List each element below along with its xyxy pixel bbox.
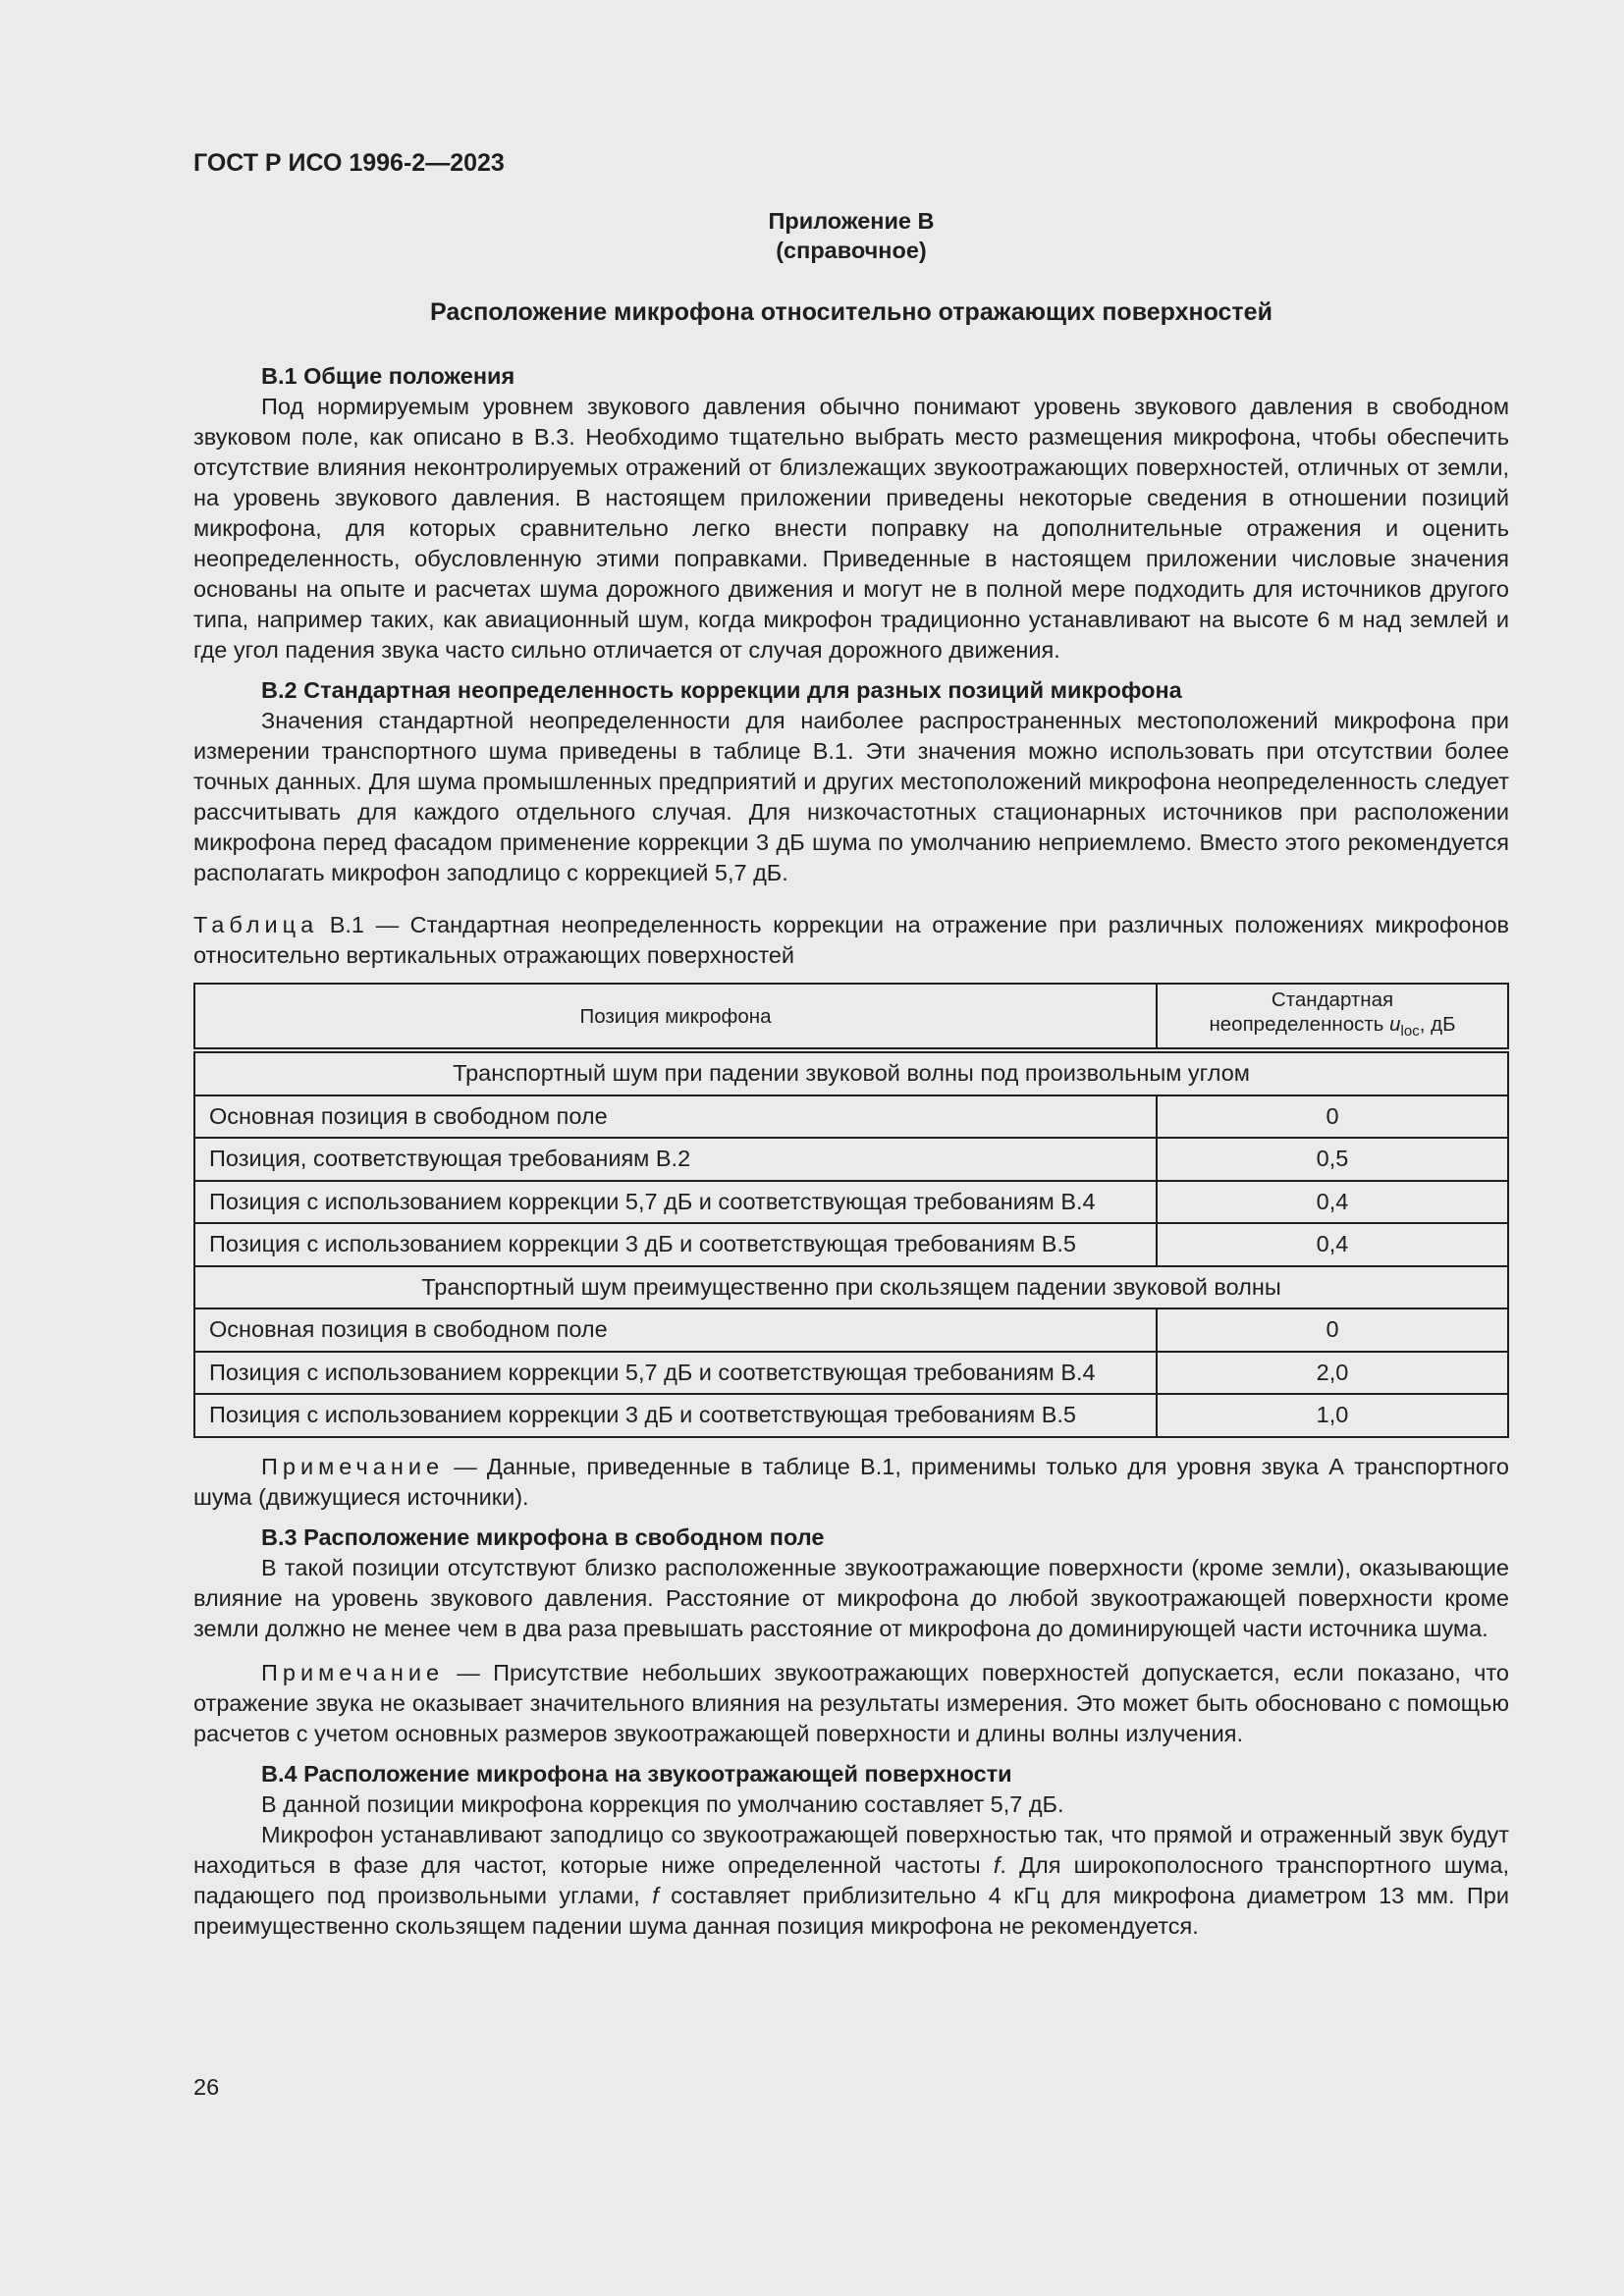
value-cell: 0,4 — [1157, 1181, 1508, 1224]
table-group-row — [194, 1266, 1508, 1309]
position-cell: Основная позиция в свободном поле — [194, 1308, 1157, 1352]
uncertainty-table — [193, 983, 1509, 1438]
position-cell: Позиция с использованием коррекции 5,7 дБ и соответствующая требованиям В.4 — [194, 1181, 1157, 1224]
table-row — [194, 1394, 1508, 1437]
table-row — [194, 1181, 1508, 1224]
note-text: — Присутствие небольших звукоотражающих поверхностей допускается, если показано, что отражение звука не оказывает значительного влияния на результаты измерения. Это может быть обосновано с помощью расчетов с учетом основных размеров звукоотражающей поверхности и длины волны излучения. — [193, 1659, 1509, 1746]
value-cell: 0 — [1157, 1095, 1508, 1139]
position-cell: Основная позиция в свободном поле — [194, 1095, 1157, 1139]
document-page — [193, 147, 1509, 1942]
group-heading-grazing-incidence: Транспортный шум преимущественно при скользящем падении звуковой волны — [194, 1266, 1508, 1309]
table-row — [194, 1308, 1508, 1352]
column-header-uncertainty: Стандартная неопределенность $u_{loc}$, дБ — [1157, 984, 1508, 1050]
section-b3-paragraph: В такой позиции отсутствуют близко расположенные звукоотражающие поверхности (кроме земли), оказывающие влияние на уровень звукового давления. Расстояние от микрофона до любой звукоотражающей поверхности кроме земли должно не менее чем в два раза превышать расстояние от микрофона до доминирующей части источника шума. — [193, 1554, 1509, 1641]
table-row — [194, 1352, 1508, 1395]
section-b4-heading: В.4 Расположение микрофона на звукоотражающей поверхности — [261, 1760, 1012, 1787]
section-b4-paragraph-1: В данной позиции микрофона коррекция по умолчанию составляет 5,7 дБ. — [261, 1790, 1064, 1817]
value-cell: 0,5 — [1157, 1138, 1508, 1181]
position-cell: Позиция с использованием коррекции 3 дБ и соответствующая требованиям В.5 — [194, 1223, 1157, 1266]
value-cell: 2,0 — [1157, 1352, 1508, 1395]
table-row — [194, 1138, 1508, 1181]
table-note — [193, 1452, 1509, 1513]
value-cell: 0 — [1157, 1308, 1508, 1352]
section-b1-heading: В.1 Общие положения — [261, 363, 515, 389]
note-text: — Данные, приведенные в таблице В.1, применимы только для уровня звука А транспортного шума (движущиеся источники). — [193, 1453, 1509, 1510]
column-header-position: Позиция микрофона — [194, 984, 1157, 1050]
appendix-type: (справочное) — [776, 238, 927, 263]
section-b2-paragraph: Значения стандартной неопределенности для наиболее распространенных местоположений микрофона при измерении транспортного шума приведены в таблице В.1. Эти значения можно использовать при отсутствии более точных данных. Для шума промышленных предприятий и других местоположений микрофона неопределенность следует рассчитывать для каждого отдельного случая. Для низкочастотных стационарных источников при расположении микрофона перед фасадом применение коррекции 3 дБ шума по умолчанию неприемлемо. Вместо этого рекомендуется располагать микрофон заподлицо с коррекцией 5,7 дБ. — [193, 708, 1509, 885]
section-b4-paragraph-2: Микрофон устанавливают заподлицо со звукоотражающей поверхностью так, что прямой и отраженный звук будут находиться в фазе для частот, которые ниже определенной частоты f. Для широкополосного транспортного шума, падающего под произвольными углами, f составляет приблизительно 4 кГц для микрофона диаметром 13 мм. При преимущественно скользящем падении шума данная позиция микрофона не рекомендуется. — [193, 1821, 1509, 1939]
section-b3-note — [193, 1658, 1509, 1749]
table-row — [194, 1095, 1508, 1139]
table-caption-label: Таблица — [193, 912, 319, 937]
table-caption — [193, 910, 1509, 971]
table-group-row — [194, 1050, 1508, 1095]
appendix-label: Приложение В — [768, 208, 935, 234]
note-label: Примечание — [261, 1659, 445, 1685]
note-label: Примечание — [261, 1453, 445, 1479]
group-heading-arbitrary-angle: Транспортный шум при падении звуковой волны под произвольным углом — [194, 1050, 1508, 1095]
position-cell: Позиция с использованием коррекции 5,7 дБ и соответствующая требованиям В.4 — [194, 1352, 1157, 1395]
section-b1-paragraph: Под нормируемым уровнем звукового давления обычно понимают уровень звукового давления в свободном звуковом поле, как описано в В.3. Необходимо тщательно выбрать место размещения микрофона, чтобы обеспечить отсутствие влияния неконтролируемых отражений от близлежащих звукоотражающих поверхностей, отличных от земли, на уровень звукового давления. В настоящем приложении приведены некоторые сведения в отношении позиций микрофона, для которых сравнительно легко внести поправку на дополнительные отражения и оценить неопределенность, обусловленную этими поправками. Приведенные в настоящем приложении числовые значения основаны на опыте и расчетах шума дорожного движения и могут не в полной мере подходить для источников другого типа, например таких, как авиационный шум, когда микрофон традиционно устанавливают на высоте 6 м над землей и где угол падения звука часто сильно отличается от случая дорожного движения. — [193, 394, 1509, 663]
position-cell: Позиция с использованием коррекции 3 дБ и соответствующая требованиям В.5 — [194, 1394, 1157, 1437]
appendix-title: Расположение микрофона относительно отражающих поверхностей — [430, 298, 1272, 326]
table-row — [194, 1223, 1508, 1266]
value-cell: 1,0 — [1157, 1394, 1508, 1437]
page-number: 26 — [193, 2074, 220, 2100]
table-caption-text: В.1 — Стандартная неопределенность коррекции на отражение при различных положениях микрофонов относительно вертикальных отражающих поверхностей — [193, 912, 1509, 968]
position-cell: Позиция, соответствующая требованиям В.2 — [194, 1138, 1157, 1181]
table-header-row — [194, 984, 1508, 1050]
value-cell: 0,4 — [1157, 1223, 1508, 1266]
standard-designation: ГОСТ Р ИСО 1996-2—2023 — [193, 149, 505, 177]
section-b3-heading: В.3 Расположение микрофона в свободном поле — [261, 1523, 825, 1550]
section-b2-heading: В.2 Стандартная неопределенность коррекции для разных позиций микрофона — [261, 677, 1182, 703]
